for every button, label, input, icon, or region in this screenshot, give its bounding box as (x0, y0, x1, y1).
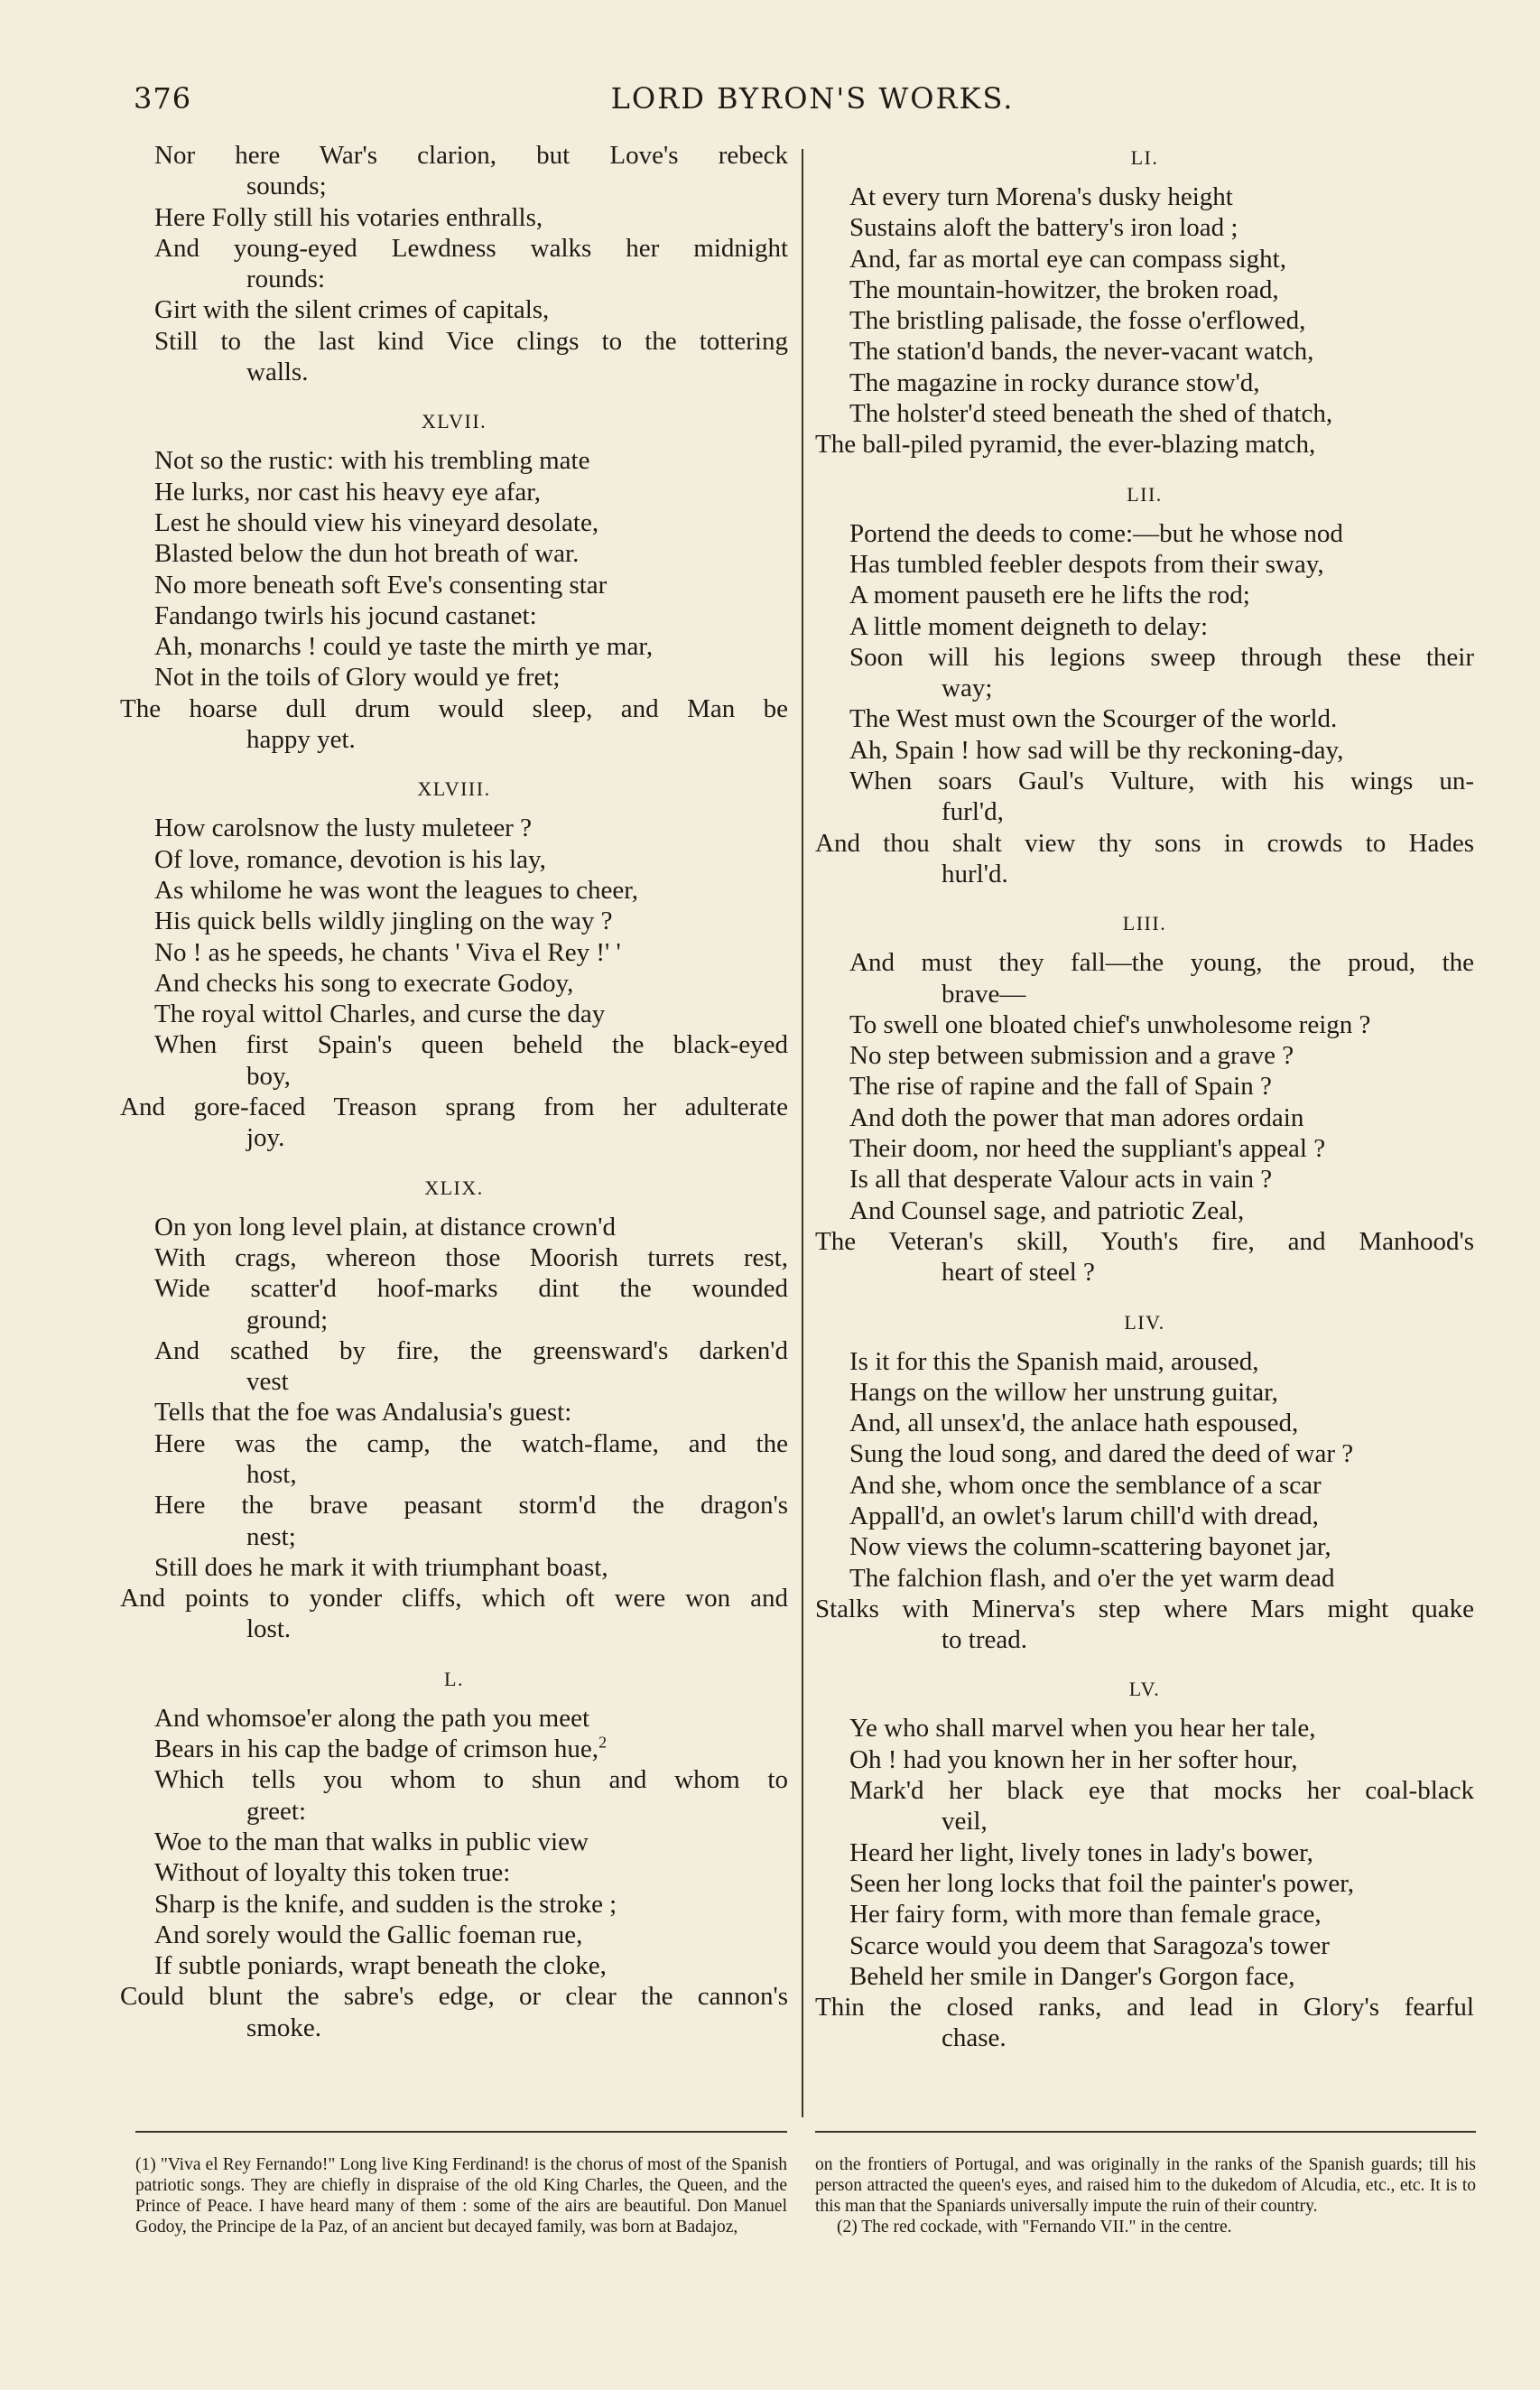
verse-line-continuation: to tread. (942, 1625, 1028, 1655)
verse-line: As whilome he was wont the leagues to cheer, (154, 875, 638, 905)
verse-line: And gore-faced Treason sprang from her adulterate (120, 1093, 788, 1122)
verse-line: Is it for this the Spanish maid, aroused, (849, 1346, 1259, 1376)
verse-line-continuation: way; (942, 674, 993, 703)
verse-line-continuation: vest (246, 1367, 289, 1397)
verse-line: Soon will his legions sweep through these their (849, 642, 1474, 672)
footnote-right (815, 2154, 1476, 2237)
verse-line: Sustains aloft the battery's iron load ; (849, 213, 1238, 243)
verse-line: And, far as mortal eye can compass sight, (849, 244, 1286, 274)
stanza-xlix (120, 1170, 788, 1645)
verse-line-continuation: happy yet. (246, 725, 356, 755)
verse-line: Ah, Spain ! how sad will be thy reckoning-day, (849, 735, 1344, 765)
stanza-liii (815, 906, 1474, 1288)
verse-line: His quick bells wildly jingling on the way ? (154, 907, 613, 936)
footnote-rule-left (135, 2131, 787, 2133)
stanza-l (120, 1661, 788, 2043)
verse-line-continuation: joy. (246, 1123, 285, 1153)
verse-line: Now views the column-scattering bayonet jar, (849, 1532, 1331, 1562)
verse-line: Bears in his cap the badge of crimson hue,$^2$ (154, 1733, 608, 1764)
verse-line: The hoarse dull drum would sleep, and Man be (120, 693, 788, 723)
verse-line: Woe to the man that walks in public view (154, 1827, 589, 1856)
verse-line: The ball-piled pyramid, the ever-blazing match, (815, 430, 1316, 460)
verse-line: The rise of rapine and the fall of Spain ? (849, 1072, 1272, 1102)
verse-line: And doth the power that man adores ordain (849, 1102, 1304, 1132)
verse-line: Still to the last kind Vice clings to the tottering (154, 326, 788, 356)
verse-line-continuation: smoke. (246, 2013, 321, 2042)
verse-line: Mark'd her black eye that mocks her coal-black (849, 1776, 1474, 1806)
verse-line-continuation: boy, (246, 1061, 291, 1091)
right-column (815, 140, 1474, 2054)
verse-line: Lest he should view his vineyard desolate, (154, 507, 599, 537)
verse-line-continuation: furl'd, (942, 797, 1004, 827)
stanza-number: LV. (1128, 1678, 1161, 1701)
verse-line: Seen her long locks that foil the painter's power, (849, 1868, 1354, 1898)
stanza-number: XLIX. (424, 1176, 484, 1199)
column-divider (802, 149, 803, 2117)
verse-line-continuation: greet: (246, 1796, 307, 1826)
verse-line: When first Spain's queen beheld the black-eyed (154, 1030, 788, 1060)
verse-line: Here the brave peasant storm'd the dragon's (154, 1491, 788, 1520)
verse-line: Ye who shall marvel when you hear her tale, (849, 1714, 1316, 1744)
verse-line-continuation: nest; (246, 1521, 296, 1551)
verse-line: The bristling palisade, the fosse o'erflowed, (849, 306, 1306, 336)
verse-line: Girt with the silent crimes of capitals, (154, 295, 550, 325)
stanza-lii (815, 477, 1474, 890)
verse-line: Not so the rustic: with his trembling mate (154, 446, 590, 476)
verse-line: A moment pauseth ere he lifts the rod; (849, 581, 1250, 610)
verse-line: When soars Gaul's Vulture, with his wings un- (849, 767, 1474, 796)
verse-line: The station'd bands, the never-vacant watch, (849, 337, 1314, 367)
footnote-ref: 2 (598, 1733, 608, 1752)
verse-line: Here was the camp, the watch-flame, and the (154, 1428, 788, 1458)
verse-line-continuation: sounds; (246, 172, 327, 201)
verse-line: Oh ! had you known her in her softer hour, (849, 1744, 1298, 1774)
verse-line: The royal wittol Charles, and curse the day (154, 1000, 606, 1029)
verse-line: Blasted below the dun hot breath of war. (154, 539, 580, 569)
verse-line-continuation: ground; (246, 1305, 329, 1334)
stanza-li (815, 140, 1474, 460)
stanza-number: LII. (1127, 482, 1163, 506)
verse-line: Could blunt the sabre's edge, or clear the cannon's (120, 1982, 788, 2012)
footnote-left (135, 2154, 787, 2237)
verse-line-continuation: veil, (942, 1807, 988, 1837)
verse-line: Stalks with Minerva's step where Mars might quake (815, 1594, 1474, 1623)
verse-line: Beheld her smile in Danger's Gorgon face, (849, 1961, 1295, 1991)
running-title: LORD BYRON'S WORKS. (610, 81, 1015, 116)
verse-line: Thin the closed ranks, and lead in Glory's fearful (815, 1993, 1474, 2023)
verse-line: Which tells you whom to shun and whom to (154, 1765, 788, 1795)
left-column (120, 140, 788, 2043)
verse-line: No more beneath soft Eve's consenting star (154, 570, 608, 600)
verse-line: A little moment deigneth to delay: (849, 611, 1209, 641)
verse-line: Hangs on the willow her unstrung guitar, (849, 1377, 1278, 1407)
verse-line: The magazine in rocky durance stow'd, (849, 367, 1260, 397)
verse-line: And sorely would the Gallic foeman rue, (154, 1920, 583, 1949)
verse-line: And points to yonder cliffs, which oft were won and (120, 1584, 788, 1613)
verse-line: On yon long level plain, at distance crown'd (154, 1212, 616, 1241)
stanza-intro (120, 140, 788, 387)
verse-line: Appall'd, an owlet's larum chill'd with dread, (849, 1501, 1319, 1530)
verse-line-continuation: heart of steel ? (942, 1258, 1095, 1288)
verse-line: The West must own the Scourger of the world. (849, 704, 1338, 734)
page-number: 376 (134, 81, 192, 116)
verse-line: Scarce would you deem that Saragoza's tower (849, 1930, 1330, 1960)
footnote-1-continued: on the frontiers of Portugal, and was originally in the ranks of the Spanish guards; till his person attracted the queen's eyes, and raised him to the dukedom of Alcudia, etc., etc. It is to this man that the Spaniards universally impute the ruin of their country. (815, 2155, 1476, 2216)
verse-line: Of love, romance, devotion is his lay, (154, 844, 546, 874)
verse-line: He lurks, nor cast his heavy eye afar, (154, 477, 542, 507)
verse-line: And Counsel sage, and patriotic Zeal, (849, 1195, 1245, 1225)
verse-line: And young-eyed Lewdness walks her midnight (154, 233, 788, 263)
verse-line: Nor here War's clarion, but Love's rebeck (154, 141, 788, 170)
verse-line: Their doom, nor heed the suppliant's appeal ? (849, 1134, 1326, 1164)
verse-line: And, all unsex'd, the anlace hath espoused, (849, 1409, 1299, 1438)
verse-line: And checks his song to execrate Godoy, (154, 968, 574, 998)
stanza-lv (815, 1671, 1474, 2053)
verse-line: And scathed by fire, the greensward's darken'd (154, 1335, 788, 1365)
verse-line-continuation: rounds: (246, 265, 325, 294)
verse-line: Still does he mark it with triumphant boast, (154, 1552, 608, 1582)
verse-line: How carolsnow the lusty muleteer ? (154, 814, 532, 843)
verse-line: Her fairy form, with more than female grace, (849, 1900, 1322, 1930)
stanza-number: LIII. (1122, 912, 1167, 935)
footnote-1: (1) "Viva el Rey Fernando!" Long live King Ferdinand! is the chorus of most of the Spanish patriotic songs. They are chiefly in dispraise of the old King Charles, the Queen, and the Prince of Peace. I have heard many of them : some of the airs are beautiful. Don Manuel Godoy, the Principe de la Paz, of an ancient but decayed family, was born at Badajoz, (135, 2155, 787, 2237)
footnote-2: (2) The red cockade, with "Fernando VII." in the centre. (837, 2218, 1232, 2237)
verse-line: Tells that the foe was Andalusia's guest: (154, 1398, 572, 1427)
verse-line: Sung the loud song, and dared the deed of war ? (849, 1439, 1354, 1469)
verse-line-continuation: chase. (942, 2023, 1007, 2053)
verse-line: And she, whom once the semblance of a scar (849, 1470, 1322, 1500)
verse-line: Sharp is the knife, and sudden is the stroke ; (154, 1889, 617, 1919)
stanza-number: L. (444, 1667, 464, 1690)
verse-line: Fandango twirls his jocund castanet: (154, 600, 537, 630)
verse-line: The holster'd steed beneath the shed of thatch, (849, 399, 1333, 429)
stanza-xlviii (120, 771, 788, 1153)
page-header (0, 81, 1540, 123)
verse-line-continuation: lost. (246, 1614, 292, 1644)
verse-line-continuation: host, (246, 1459, 297, 1489)
footnote-rule-right (815, 2131, 1476, 2133)
verse-line: If subtle poniards, wrapt beneath the cloke, (154, 1951, 607, 1981)
stanza-number: LI. (1130, 146, 1159, 169)
verse-line: Ah, monarchs ! could ye taste the mirth ye mar, (154, 632, 654, 662)
verse-line: The Veteran's skill, Youth's fire, and Manhood's (815, 1226, 1474, 1256)
verse-line: Portend the deeds to come:—but he whose nod (849, 518, 1343, 548)
verse-line: The falchion flash, and o'er the yet warm dead (849, 1563, 1335, 1593)
verse-line: Heard her light, lively tones in lady's bower, (849, 1837, 1313, 1867)
verse-line-continuation: brave— (942, 979, 1026, 1009)
verse-line: And thou shalt view thy sons in crowds to Hades (815, 828, 1474, 858)
verse-line: To swell one bloated chief's unwholesome reign ? (849, 1009, 1371, 1039)
stanza-number: XLVII. (421, 410, 487, 433)
stanza-number: XLVIII. (417, 777, 491, 801)
stanza-number: LIV. (1124, 1310, 1165, 1334)
verse-line: And must they fall—the young, the proud, the (849, 948, 1474, 978)
verse-line: Has tumbled feebler despots from their sway, (849, 549, 1324, 579)
verse-line: No step between submission and a grave ? (849, 1041, 1294, 1071)
verse-line: Here Folly still his votaries enthralls, (154, 202, 543, 232)
verse-line-continuation: hurl'd. (942, 859, 1008, 888)
stanza-liv (815, 1305, 1474, 1656)
verse-line: The mountain-howitzer, the broken road, (849, 274, 1279, 304)
stanza-xlvii (120, 404, 788, 755)
verse-line: With crags, whereon those Moorish turrets rest, (154, 1242, 788, 1272)
verse-line: No ! as he speeds, he chants ' Viva el Rey !' ' (154, 937, 621, 967)
verse-line: At every turn Morena's dusky height (849, 182, 1233, 211)
verse-line: Not in the toils of Glory would ye fret; (154, 663, 561, 693)
verse-line: And whomsoe'er along the path you meet (154, 1703, 589, 1733)
verse-line: Is all that desperate Valour acts in vain ? (849, 1165, 1273, 1195)
verse-line-continuation: walls. (246, 358, 309, 387)
verse-line: Wide scatter'd hoof-marks dint the wounded (154, 1274, 788, 1304)
verse-line: Without of loyalty this token true: (154, 1858, 511, 1888)
